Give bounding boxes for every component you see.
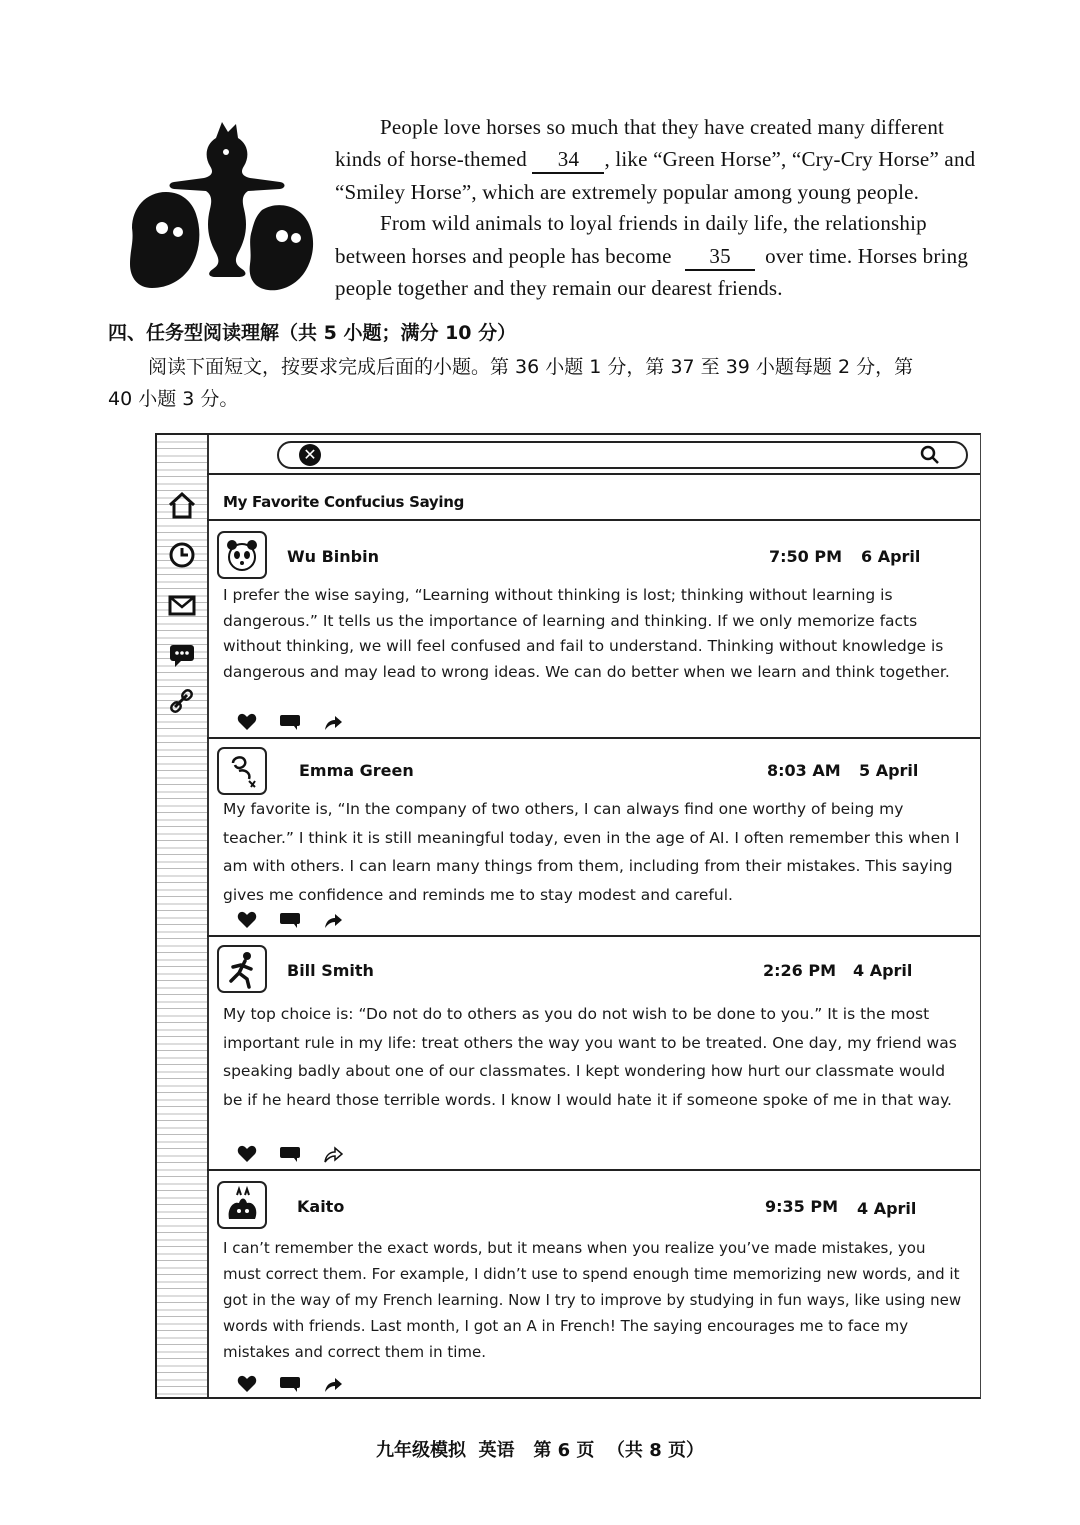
top-bar — [207, 435, 980, 475]
heart-icon[interactable] — [237, 1375, 257, 1393]
divider — [207, 519, 980, 521]
sidebar — [157, 435, 209, 1397]
comment-icon[interactable] — [279, 1145, 301, 1163]
post-body: I can’t remember the exact words, but it means when you realize you’ve made mistakes, you must correct them. For example, I didn’t use to spend enough time memorizing new words, and it got in the way of my French learning. Now I try to improve by studying in fun ways, like using new words with friends. Last month, I got an A in French! The saying encourages me to face my mistakes and correct them in time. — [223, 1239, 962, 1361]
blank-35[interactable]: 35 — [685, 244, 755, 271]
post-time: 9:35 PM — [765, 1197, 839, 1216]
passage-text: between horses and people has become — [335, 244, 672, 268]
post-time: 7:50 PM — [769, 547, 843, 566]
forum-window — [155, 433, 981, 1399]
fox-icon — [217, 1181, 267, 1229]
section-instruction: 40 小题 3 分。 — [108, 388, 239, 410]
page-footer: 九年级模拟 英语 第 6 页 （共 8 页） — [376, 1440, 704, 1461]
post-actions — [237, 713, 357, 733]
passage-text: over time. Horses bring — [765, 244, 969, 268]
post-date: 5 April — [859, 761, 919, 780]
post-author[interactable]: Kaito — [297, 1197, 345, 1216]
post-date: 4 April — [857, 1199, 917, 1218]
runner-icon — [217, 945, 267, 993]
share-icon[interactable] — [323, 1375, 343, 1393]
divider — [207, 1169, 980, 1171]
post-author[interactable]: Wu Binbin — [287, 547, 380, 566]
post-date: 4 April — [853, 961, 913, 980]
share-icon[interactable] — [323, 713, 343, 731]
post-time: 2:26 PM — [763, 961, 837, 980]
link-icon[interactable] — [167, 687, 197, 715]
search-icon[interactable] — [920, 445, 940, 465]
passage-line — [335, 147, 975, 174]
divider — [207, 737, 980, 739]
section-title: 四、任务型阅读理解（共 5 小题；满分 10 分） — [108, 322, 517, 344]
passage-line: “Smiley Horse”, which are extremely popular among young people. — [335, 180, 920, 204]
heart-icon[interactable] — [237, 713, 257, 731]
page-title: My Favorite Confucius Saying — [223, 493, 465, 511]
heart-icon[interactable] — [237, 911, 257, 929]
blank-34[interactable]: 34 — [532, 147, 604, 174]
divider — [207, 935, 980, 937]
passage-text: kinds of horse-themed — [335, 147, 527, 171]
post-author[interactable]: Bill Smith — [287, 961, 374, 980]
passage-line — [335, 244, 968, 271]
panda-icon — [217, 531, 267, 579]
passage-text: , like “Green Horse”, “Cry-Cry Horse” and — [604, 147, 976, 171]
swirl-icon — [217, 747, 267, 795]
heart-icon[interactable] — [237, 1145, 257, 1163]
post-actions — [237, 1145, 357, 1165]
comment-icon[interactable] — [279, 1375, 301, 1393]
post-body: I prefer the wise saying, “Learning without thinking is lost; thinking without learning is dangerous.” It tells us the importance of learning and thinking. If we only memorize facts without thinking, we will feel confused and fail to understand. Thinking without knowledge is dangerous and may lead to wrong ideas. We can do better when we learn and think together. — [223, 586, 950, 681]
home-icon[interactable] — [167, 491, 197, 519]
passage-line: people together and they remain our dearest friends. — [335, 276, 783, 300]
post-body: My favorite is, “In the company of two others, I can always find one worthy of being my teacher.” I think it is still meaningful today, even in the age of AI. I often remember this when I am with others. I can learn many things from them, including from their mistakes. This saying gives me confidence and reminds me to stay modest and careful. — [223, 800, 960, 904]
chat-icon[interactable] — [167, 641, 197, 669]
comment-icon[interactable] — [279, 911, 301, 929]
post-date: 6 April — [861, 547, 921, 566]
post-time: 8:03 AM — [767, 761, 841, 780]
mail-icon[interactable] — [167, 591, 197, 619]
horse-figurine-image — [122, 118, 318, 294]
close-icon[interactable]: ✕ — [299, 444, 321, 466]
post-author[interactable]: Emma Green — [299, 761, 414, 780]
share-icon[interactable] — [323, 911, 343, 929]
post-body: My top choice is: “Do not do to others as you do not wish to be done to you.” It is the most important rule in my life: treat others the way you want to be treated. One day, my friend was speaking badly about one of our classmates. I kept wondering how hurt our classmate would be if he heard those terrible words. I know I would hate it if someone spoke of me in that way. — [223, 1005, 957, 1109]
post-actions — [237, 911, 357, 931]
section-instruction: 阅读下面短文，按要求完成后面的小题。第 36 小题 1 分，第 37 至 39 小题每题 2 分，第 — [148, 356, 914, 378]
search-input[interactable] — [277, 441, 968, 469]
post-actions — [237, 1375, 357, 1395]
comment-icon[interactable] — [279, 713, 301, 731]
clock-icon[interactable] — [167, 541, 197, 569]
share-icon[interactable] — [323, 1145, 343, 1163]
passage-line: People love horses so much that they have created many different — [380, 115, 945, 139]
passage-line: From wild animals to loyal friends in daily life, the relationship — [380, 211, 927, 235]
